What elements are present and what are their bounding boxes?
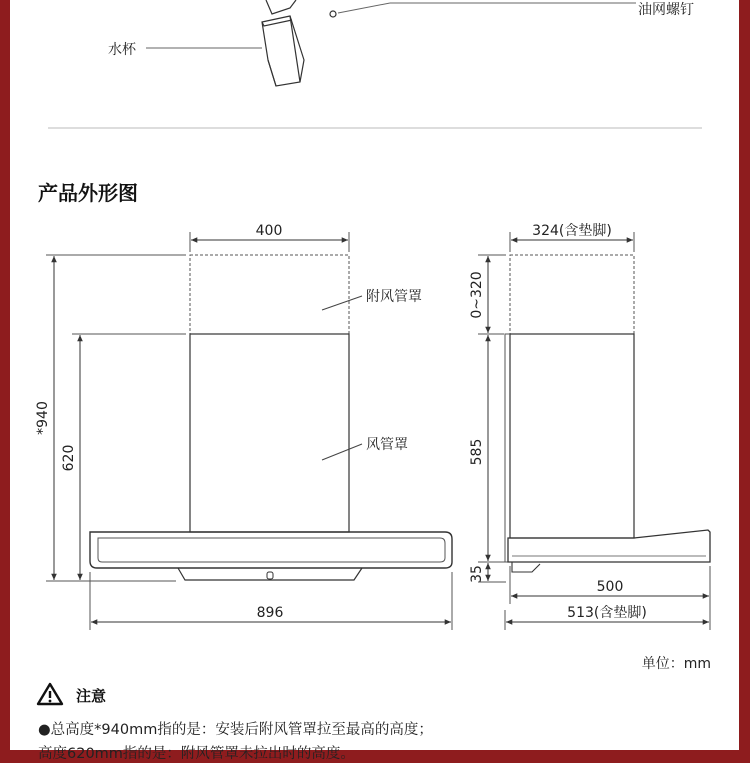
front-view [35, 223, 452, 630]
dim-duct-width: 400 [255, 223, 283, 239]
side-wall-bracket [505, 334, 510, 562]
oil-screw-leader [338, 3, 390, 13]
note-line: ●总高度*940mm指的是：安装后附风管罩拉至最高的高度； [38, 722, 433, 738]
water-cup-part [262, 16, 304, 86]
side-view [469, 223, 710, 630]
unit-label: 单位：mm [641, 656, 711, 672]
note-line: 高度620mm指的是：附风管罩未拉出时的高度。 [38, 746, 355, 762]
side-hood-panel [508, 530, 710, 562]
dim-panel-depth: 500 [596, 579, 624, 595]
oil-cup-tray [178, 568, 362, 580]
warning-icon [36, 682, 64, 706]
side-duct-extension [510, 255, 634, 334]
exploded-parts [262, 0, 336, 86]
top-bracket-part [266, 0, 296, 14]
dim-extension-range: 0~320 [469, 271, 485, 319]
dim-side-depth-top: 324(含垫脚) [532, 223, 612, 239]
screw-part [330, 11, 336, 17]
dim-panel-height: 35 [469, 565, 485, 583]
label-duct-cover: 风管罩 [366, 437, 408, 453]
dim-total-height: *940 [35, 401, 51, 435]
product-sheet [10, 0, 739, 762]
oil-screw-label: 油网螺钉 [638, 2, 694, 18]
notes-title: 注意 [76, 687, 107, 705]
dim-total-depth: 513(含垫脚) [567, 605, 647, 621]
dim-body-height: 620 [61, 444, 77, 472]
label-duct-extension: 附风管罩 [366, 289, 422, 305]
dim-side-body-height: 585 [469, 438, 485, 466]
duct-extension [190, 255, 349, 334]
hood-body [90, 532, 452, 568]
outline-diagram [10, 0, 739, 750]
side-duct-cover [510, 334, 634, 538]
dim-total-width: 896 [256, 605, 284, 621]
duct-cover [190, 334, 349, 532]
water-cup-label: 水杯 [108, 42, 136, 58]
side-oil-cup [512, 562, 540, 572]
status-light [267, 572, 273, 579]
section-title: 产品外形图 [38, 181, 138, 205]
